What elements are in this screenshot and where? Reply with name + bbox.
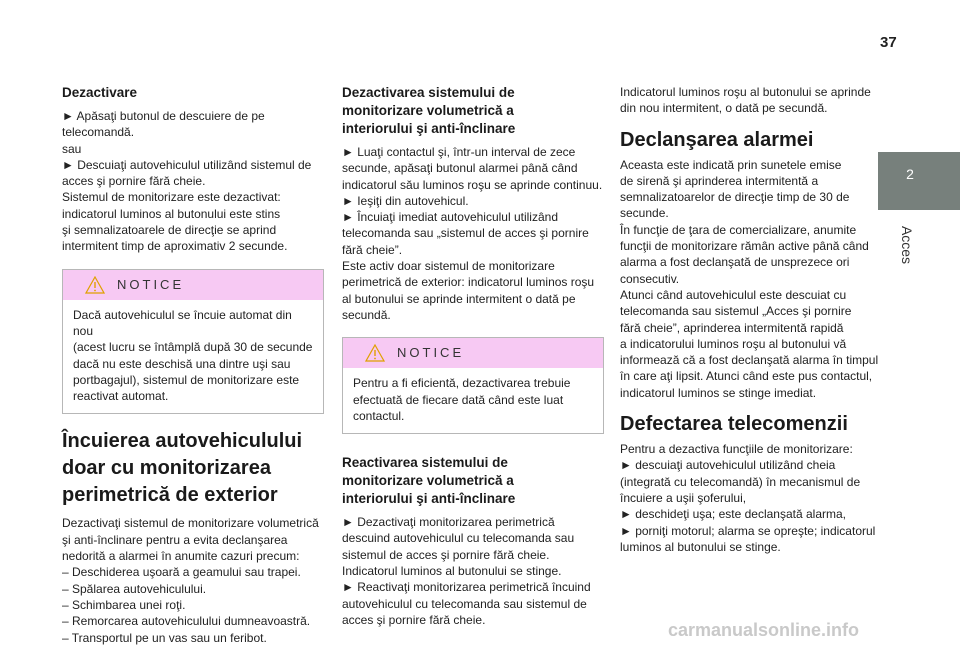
text-line: ► Ieşiţi din autovehicul. bbox=[342, 193, 469, 208]
text-line: În funcţie de ţara de comercializare, anumite bbox=[620, 222, 857, 237]
text-line: acces şi pornire fără cheie. bbox=[342, 612, 486, 627]
warning-icon bbox=[85, 276, 105, 294]
text-line: telecomandă. bbox=[62, 125, 135, 140]
notice-header bbox=[63, 270, 323, 300]
text-line: – Deschiderea uşoară a geamului sau trapei. bbox=[62, 565, 301, 580]
text-line: – Schimbarea unei roţi. bbox=[62, 597, 186, 612]
text-line: perimetrică de exterior: indicatorul luminos roşu bbox=[342, 275, 595, 290]
text-line: consecutiv. bbox=[620, 271, 680, 286]
text-line: a indicatorului luminos roşu al butonului vă bbox=[620, 336, 847, 351]
text-line: interiorului şi anti-înclinare bbox=[342, 121, 516, 136]
column-1 bbox=[62, 84, 324, 646]
text-line: secunde. bbox=[620, 206, 669, 221]
text-line: informează că a fost declanşată alarma în timpul bbox=[620, 353, 879, 368]
text-line: din nou intermitent, o dată pe secundă. bbox=[620, 101, 828, 116]
text-line: încuiere a uşii şoferului, bbox=[620, 490, 747, 505]
heading-dezactivare: Dezactivare bbox=[62, 85, 138, 100]
text-line: sau bbox=[62, 141, 82, 156]
text-line: şi semnalizatoarele de direcţie se aprind bbox=[62, 223, 277, 238]
text-line: perimetrică de exterior bbox=[62, 484, 278, 507]
text-line: sistemul de acces şi pornire fără cheie. bbox=[342, 547, 550, 562]
text-line: (integrată cu telecomandă) în mecanismul de bbox=[620, 474, 861, 489]
chapter-number: 2 bbox=[906, 166, 914, 182]
text-line: Pentru a dezactiva funcţiile de monitorizare: bbox=[620, 442, 853, 457]
text-line: secunde, apăsaţi butonul alarmei până când bbox=[342, 161, 578, 176]
notice-box bbox=[62, 269, 324, 415]
text-line: ► Reactivaţi monitorizarea perimetrică încuind bbox=[342, 580, 591, 595]
text-line: ► porniţi motorul; alarma se opreşte; indicatorul bbox=[620, 523, 876, 538]
paragraph-reactivarea bbox=[342, 514, 604, 628]
text-line: telecomanda sau sistemul „Acces şi pornire bbox=[620, 304, 852, 319]
text-line: Indicatorul luminos roşu al butonului se aprinde bbox=[620, 85, 871, 99]
paragraph-declansarea bbox=[620, 157, 882, 401]
text-line: descuind autovehiculul cu telecomanda sau bbox=[342, 531, 575, 546]
heading-reactivarea bbox=[342, 454, 604, 508]
text-line: indicatorul său luminos roşu se aprinde continuu. bbox=[342, 177, 603, 192]
text-line: Atunci când autovehiculul este descuiat cu bbox=[620, 287, 847, 302]
text-line: Dezactivarea sistemului de bbox=[342, 85, 515, 100]
notice-box bbox=[342, 337, 604, 434]
chapter-label-container bbox=[897, 215, 913, 275]
text-line: al butonului se aprinde intermitent o dată pe bbox=[342, 291, 576, 306]
text-line: interiorului şi anti-înclinare bbox=[342, 491, 516, 507]
text-line: monitorizare volumetrică a bbox=[342, 473, 514, 489]
text-line: efectuată de fiecare dată când este luat bbox=[353, 392, 564, 407]
text-line: funcţii de monitorizare rămân active până când bbox=[620, 239, 869, 254]
text-line: intermitent timp de aproximativ 2 secunde. bbox=[62, 239, 288, 254]
text-line: monitorizare volumetrică a bbox=[342, 103, 514, 118]
text-line: semnalizatoarelor de direcţie timp de 30 de bbox=[620, 190, 850, 205]
text-line: Sistemul de monitorizare este dezactivat: bbox=[62, 190, 281, 205]
text-line: – Remorcarea autovehiculului dumneavoastră. bbox=[62, 614, 311, 629]
heading-incuierea bbox=[62, 428, 324, 509]
text-line: – Spălarea autovehiculului. bbox=[62, 581, 207, 596]
text-line: ► Încuiaţi imediat autovehiculul utilizând bbox=[342, 210, 558, 225]
text-line: alarma a fost declanşată de unsprezece ori bbox=[620, 255, 850, 270]
paragraph-dezactivare bbox=[62, 108, 324, 255]
text-line: secundă. bbox=[342, 307, 391, 322]
text-line: Indicatorul luminos al butonului se stinge. bbox=[342, 564, 562, 579]
paragraph-incuierea bbox=[62, 515, 324, 645]
paragraph-dezactivarea-sistemului bbox=[342, 144, 604, 323]
column-3 bbox=[620, 84, 882, 555]
text-line: Aceasta este indicată prin sunetele emise bbox=[620, 157, 842, 172]
text-line: în care aţi lipsit. Atunci când este pus contactul, bbox=[620, 369, 873, 384]
text-line: doar cu monitorizarea bbox=[62, 457, 271, 480]
text-line: ► Luaţi contactul şi, într-un interval de zece bbox=[342, 145, 576, 159]
notice-text bbox=[343, 368, 603, 433]
text-line: Este activ doar sistemul de monitorizare bbox=[342, 259, 555, 274]
text-line: Pentru a fi eficientă, dezactivarea trebuie bbox=[353, 376, 571, 391]
text-line: de sirenă şi aprinderea intermitentă a bbox=[620, 173, 819, 188]
text-line: Dezactivaţi sistemul de monitorizare volumetrică bbox=[62, 516, 319, 531]
text-line: ► descuiaţi autovehiculul utilizând cheia bbox=[620, 458, 836, 473]
text-line: Reactivarea sistemului de bbox=[342, 455, 508, 471]
text-line: ► Descuiaţi autovehiculul utilizând sistemul de bbox=[62, 157, 312, 172]
watermark: carmanualsonline.info bbox=[668, 620, 860, 640]
warning-icon bbox=[365, 344, 385, 362]
text-line: telecomanda sau „sistemul de acces şi pornire bbox=[342, 226, 589, 241]
paragraph-defectarea bbox=[620, 441, 882, 555]
text-line: indicatorul luminos al butonului este stins bbox=[62, 206, 281, 221]
text-line: nedorită a alarmei în anumite cazuri precum: bbox=[62, 549, 300, 564]
text-line: ► Apăsaţi butonul de descuiere de pe bbox=[62, 109, 265, 123]
text-line: contactul. bbox=[353, 408, 405, 423]
text-line: acces şi pornire fără cheie. bbox=[62, 174, 206, 189]
notice-title: NOTICE bbox=[397, 345, 465, 361]
text-line: fără cheie”. bbox=[342, 242, 403, 257]
text-line: reactivat automat. bbox=[73, 389, 169, 404]
text-line: (acest lucru se întâmplă după 30 de secunde bbox=[73, 340, 313, 355]
text-line: portbagajul), sistemul de monitorizare este bbox=[73, 372, 300, 387]
text-line: fără cheie”, aprinderea intermitentă rapidă bbox=[620, 320, 844, 335]
page-number: 37 bbox=[880, 34, 897, 51]
text-line: – Transportul pe un vas sau un feribot. bbox=[62, 630, 267, 645]
heading-dezactivarea-sistemului bbox=[342, 84, 604, 138]
column-2 bbox=[342, 84, 604, 628]
notice-text bbox=[63, 300, 323, 414]
text-line: ► deschideţi uşa; este declanşată alarma, bbox=[620, 507, 847, 522]
notice-title: NOTICE bbox=[117, 276, 185, 292]
heading-declansarea: Declanşarea alarmei bbox=[620, 128, 814, 151]
notice-header bbox=[343, 338, 603, 368]
text-line: Dacă autovehiculul se încuie automat din nou bbox=[73, 307, 292, 338]
chapter-tab[interactable] bbox=[878, 152, 960, 210]
text-line: ► Dezactivaţi monitorizarea perimetrică bbox=[342, 515, 555, 530]
paragraph-intro bbox=[620, 84, 882, 117]
text-line: dacă nu este deschisă una dintre uşi sau bbox=[73, 356, 291, 371]
chapter-label: Acces bbox=[899, 225, 915, 265]
text-line: autovehiculul cu telecomanda sau sistemul de bbox=[342, 596, 587, 611]
text-line: luminos al butonului se stinge. bbox=[620, 539, 781, 554]
text-line: indicatorul luminos se stinge imediat. bbox=[620, 385, 817, 400]
text-line: Încuierea autovehiculului bbox=[62, 430, 303, 453]
heading-defectarea: Defectarea telecomenzii bbox=[620, 413, 848, 436]
text-line: şi anti-înclinare pentru a evita declanşarea bbox=[62, 532, 288, 547]
